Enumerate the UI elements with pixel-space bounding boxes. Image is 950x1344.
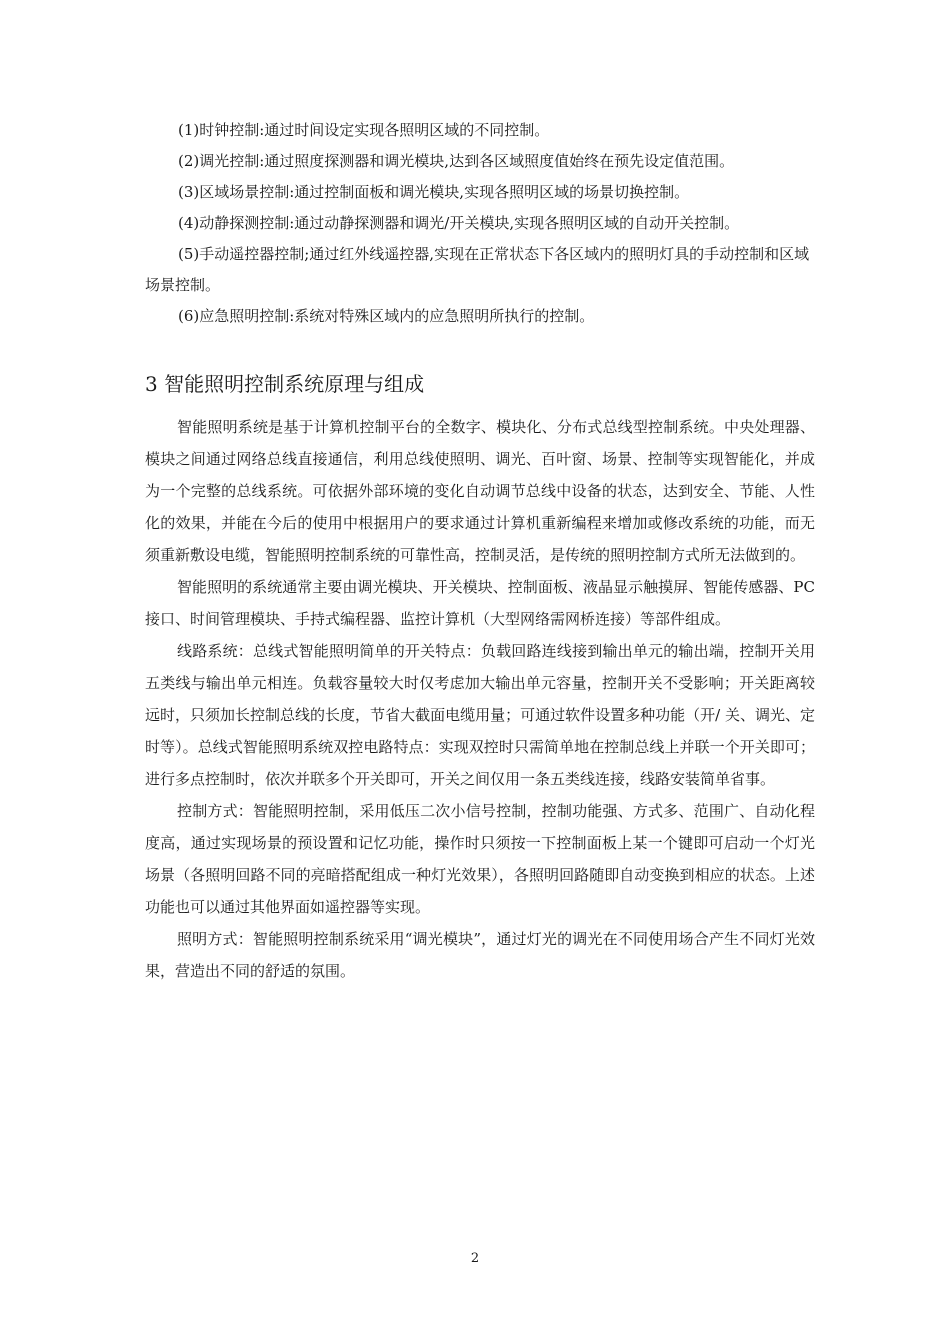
- list-item: (2)调光控制:通过照度探测器和调光模块,达到各区域照度值始终在预先设定值范围。: [178, 152, 735, 170]
- list-item: (4)动静探测控制:通过动静探测器和调光/开关模块,实现各照明区域的自动开关控制。: [178, 214, 740, 232]
- paragraph: 智能照明的系统通常主要由调光模块、开关模块、控制面板、液晶显示触摸屏、智能传感器、PC 接口、时间管理模块、手持式编程器、监控计算机（大型网络需网桥连接）等部件组成。: [145, 578, 815, 628]
- list-item: (5)手动遥控器控制;通过红外线遥控器,实现在正常状态下各区域内的照明灯具的手动控制和区域场景控制。: [145, 245, 810, 294]
- section-body: [145, 411, 815, 987]
- paragraph: 控制方式：智能照明控制，采用低压二次小信号控制，控制功能强、方式多、范围广、自动化程度高，通过实现场景的预设置和记忆功能，操作时只须按一下控制面板上某一个键即可启动一个灯光场景（各照明回路不同的亮暗搭配组成一种灯光效果），各照明回路随即自动变换到相应的状态。上述功能也可以通过其他界面如遥控器等实现。: [145, 802, 815, 916]
- paragraph: 线路系统：总线式智能照明简单的开关特点：负载回路连线接到输出单元的输出端，控制开关用五类线与输出单元相连。负载容量较大时仅考虑加大输出单元容量，控制开关不受影响；开关距离较远时，只须加长控制总线的长度，节省大截面电缆用量；可通过软件设置多种功能（开/ 关、调光、定时等）。总线式智能照明系统双控电路特点：实现双控时只需简单地在控制总线上并联一个开关即可；进行多点控制时，依次并联多个开关即可，开关之间仅用一条五类线连接，线路安装简单省事。: [145, 642, 815, 788]
- list-item: (3)区域场景控制:通过控制面板和调光模块,实现各照明区域的场景切换控制。: [178, 183, 690, 201]
- list-item: (1)时钟控制:通过时间设定实现各照明区域的不同控制。: [178, 121, 550, 139]
- paragraph: 智能照明系统是基于计算机控制平台的全数字、模块化、分布式总线型控制系统。中央处理器、模块之间通过网络总线直接通信，利用总线使照明、调光、百叶窗、场景、控制等实现智能化，并成为一个完整的总线系统。可依据外部环境的变化自动调节总线中设备的状态，达到安全、节能、人性化的效果，并能在今后的使用中根据用户的要求通过计算机重新编程来增加或修改系统的功能，而无须重新敷设电缆，智能照明控制系统的可靠性高，控制灵活，是传统的照明控制方式所无法做到的。: [145, 418, 815, 564]
- paragraph: 照明方式：智能照明控制系统采用“调光模块”，通过灯光的调光在不同使用场合产生不同灯光效果，营造出不同的舒适的氛围。: [145, 930, 815, 980]
- section-heading: 3 智能照明控制系统原理与组成: [145, 372, 425, 396]
- list-item: (6)应急照明控制:系统对特殊区域内的应急照明所执行的控制。: [178, 307, 595, 325]
- page-number: 2: [470, 1251, 480, 1266]
- control-mode-list: [145, 115, 815, 332]
